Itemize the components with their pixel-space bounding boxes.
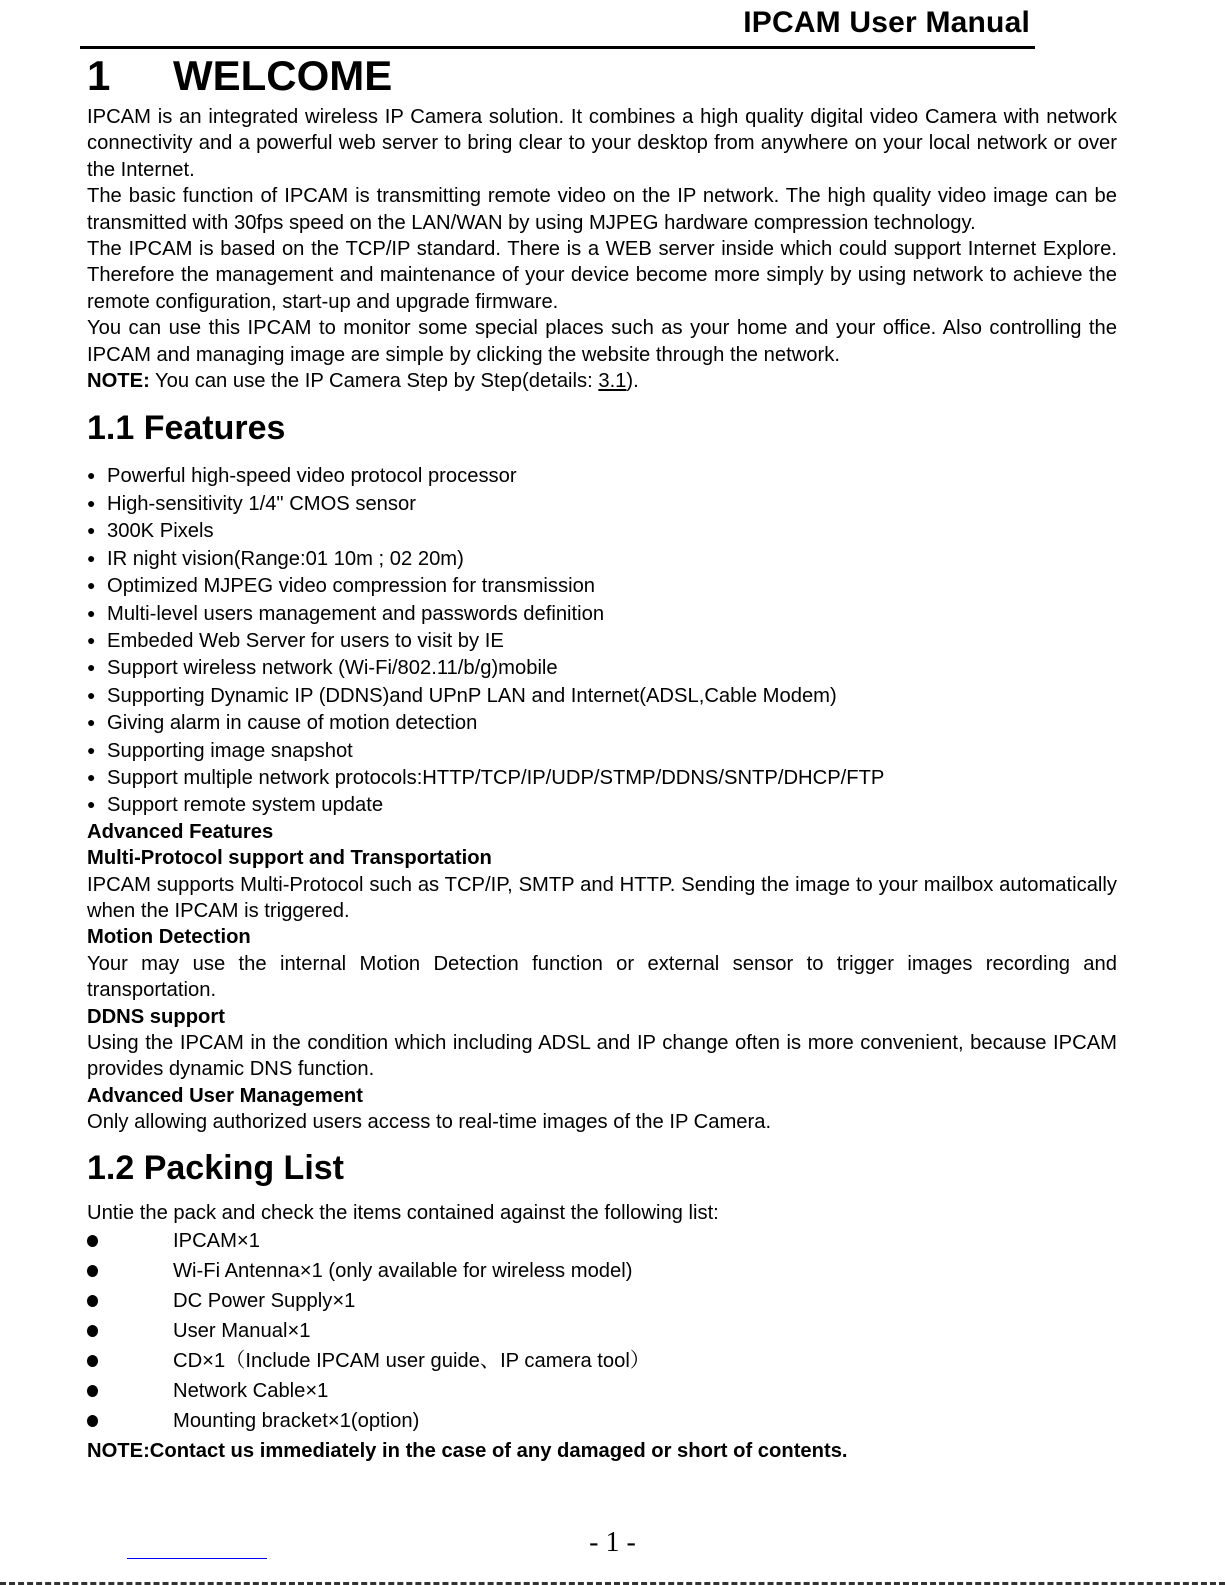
feature-text: Powerful high-speed video protocol processor xyxy=(107,465,517,488)
bullet-icon xyxy=(87,1325,98,1337)
feature-item xyxy=(87,545,1117,572)
bullet-icon xyxy=(87,1295,98,1307)
advanced-paragraph: IPCAM supports Multi-Protocol such as TCP/IP, SMTP and HTTP. Sending the image to your mailbox automatically when the IPCAM is triggered. xyxy=(87,873,1117,922)
advanced-subheading: Multi-Protocol support and Transportation xyxy=(87,847,492,870)
feature-text: 300K Pixels xyxy=(107,520,214,543)
packing-list-heading: 1.2 Packing List xyxy=(87,1148,344,1187)
bullet-icon xyxy=(87,1385,98,1397)
feature-item xyxy=(87,764,1117,791)
bullet-icon: ● xyxy=(87,659,96,676)
bullet-icon: ● xyxy=(87,741,96,758)
packing-item-text: IPCAM×1 xyxy=(173,1230,260,1253)
packing-item xyxy=(87,1226,1117,1256)
feature-text: Optimized MJPEG video compression for transmission xyxy=(107,575,596,598)
footnote-separator xyxy=(127,1558,267,1559)
feature-text: Support remote system update xyxy=(107,794,384,817)
packing-item xyxy=(87,1406,1117,1436)
feature-text: Support multiple network protocols:HTTP/TCP/IP/UDP/STMP/DDNS/SNTP/DHCP/FTP xyxy=(107,766,885,789)
feature-item xyxy=(87,627,1117,654)
packing-item-text: User Manual×1 xyxy=(173,1320,311,1343)
bullet-icon xyxy=(87,1265,98,1277)
note-suffix: ). xyxy=(626,370,639,393)
feature-text: Multi-level users management and passwords definition xyxy=(107,602,605,625)
intro-paragraph: IPCAM is an integrated wireless IP Camera solution. It combines a high quality digital video Camera with network connectivity and a powerful web server to bring clear to your desktop from anywhere on your local network or over the Internet. xyxy=(87,106,1117,181)
intro-paragraph: You can use this IPCAM to monitor some special places such as your home and your office. Also controlling the IPCAM and managing image are simple by clicking the website through the network. xyxy=(87,317,1117,366)
advanced-paragraph: Using the IPCAM in the condition which including ADSL and IP change often is more convenient, because IPCAM provides dynamic DNS function. xyxy=(87,1032,1117,1081)
feature-item xyxy=(87,600,1117,627)
bullet-icon: ● xyxy=(87,631,96,648)
chapter-heading xyxy=(87,50,1117,104)
packing-note: NOTE:Contact us immediately in the case of any damaged or short of contents. xyxy=(87,1440,848,1463)
feature-text: Support wireless network (Wi-Fi/802.11/b/g)mobile xyxy=(107,657,558,680)
intro-paragraph: The basic function of IPCAM is transmitting remote video on the IP network. The high quality video image can be transmitted with 30fps speed on the LAN/WAN by using MJPEG hardware compression technology. xyxy=(87,185,1117,234)
note-label: NOTE: xyxy=(87,370,150,393)
header-rule xyxy=(80,46,1035,49)
packing-item-text: Network Cable×1 xyxy=(173,1380,329,1403)
intro-paragraph: The IPCAM is based on the TCP/IP standard. There is a WEB server inside which could support Internet Explore. Therefore the management and maintenance of your device become more simply by using network to achieve the remote configuration, start-up and upgrade firmware. xyxy=(87,238,1117,313)
bullet-icon xyxy=(87,1415,98,1427)
feature-item xyxy=(87,572,1117,599)
packing-item xyxy=(87,1316,1117,1346)
feature-item xyxy=(87,490,1117,517)
page-number: - 1 - xyxy=(589,1527,636,1558)
advanced-features-heading: Advanced Features xyxy=(87,820,274,843)
advanced-subheading: Motion Detection xyxy=(87,926,251,949)
advanced-subheading: DDNS support xyxy=(87,1005,225,1028)
bullet-icon: ● xyxy=(87,522,96,539)
packing-item-text: Mounting bracket×1(option) xyxy=(173,1410,420,1433)
bullet-icon: ● xyxy=(87,604,96,621)
feature-item xyxy=(87,791,1117,818)
bullet-icon xyxy=(87,1235,98,1247)
packing-item xyxy=(87,1286,1117,1316)
running-header-title: IPCAM User Manual xyxy=(743,6,1030,39)
feature-text: High-sensitivity 1/4" CMOS sensor xyxy=(107,492,416,515)
section-link[interactable]: 3.1 xyxy=(598,370,627,393)
feature-text: Giving alarm in cause of motion detection xyxy=(107,712,478,735)
feature-text: Supporting image snapshot xyxy=(107,739,353,762)
bullet-icon: ● xyxy=(87,768,96,785)
packing-item-text: CD×1（Include IPCAM user guide、IP camera tool） xyxy=(173,1350,651,1373)
feature-item xyxy=(87,517,1117,544)
feature-text: Supporting Dynamic IP (DDNS)and UPnP LAN and Internet(ADSL,Cable Modem) xyxy=(107,684,837,707)
features-list xyxy=(87,462,1117,818)
packing-item xyxy=(87,1346,1117,1376)
page-content xyxy=(87,50,1117,1466)
feature-text: IR night vision(Range:01 10m ; 02 20m) xyxy=(107,547,464,570)
note-text: You can use the IP Camera Step by Step(details: xyxy=(149,370,599,393)
bullet-icon: ● xyxy=(87,577,96,594)
packing-item xyxy=(87,1376,1117,1406)
packing-list xyxy=(87,1226,1117,1436)
feature-text: Embeded Web Server for users to visit by IE xyxy=(107,629,504,652)
chapter-title: WELCOME xyxy=(173,52,393,99)
bullet-icon: ● xyxy=(87,494,96,511)
packing-intro: Untie the pack and check the items contained against the following list: xyxy=(87,1201,719,1224)
feature-item xyxy=(87,462,1117,489)
intro-note xyxy=(87,368,1117,394)
feature-item xyxy=(87,682,1117,709)
bullet-icon xyxy=(87,1355,98,1367)
feature-item xyxy=(87,709,1117,736)
packing-item-text: Wi-Fi Antenna×1 (only available for wireless model) xyxy=(173,1260,633,1283)
feature-item xyxy=(87,654,1117,681)
bullet-icon: ● xyxy=(87,714,96,731)
advanced-paragraph: Your may use the internal Motion Detection function or external sensor to trigger images recording and transportation. xyxy=(87,952,1117,1002)
packing-item-text: DC Power Supply×1 xyxy=(173,1290,356,1313)
features-heading: 1.1 Features xyxy=(87,409,286,448)
advanced-paragraph: Only allowing authorized users access to real-time images of the IP Camera. xyxy=(87,1111,772,1134)
bullet-icon: ● xyxy=(87,796,96,813)
bullet-icon: ● xyxy=(87,467,96,484)
advanced-subheading: Advanced User Management xyxy=(87,1084,363,1107)
bullet-icon: ● xyxy=(87,549,96,566)
packing-item xyxy=(87,1256,1117,1286)
bullet-icon: ● xyxy=(87,686,96,703)
feature-item xyxy=(87,737,1117,764)
chapter-number: 1 xyxy=(87,52,111,99)
